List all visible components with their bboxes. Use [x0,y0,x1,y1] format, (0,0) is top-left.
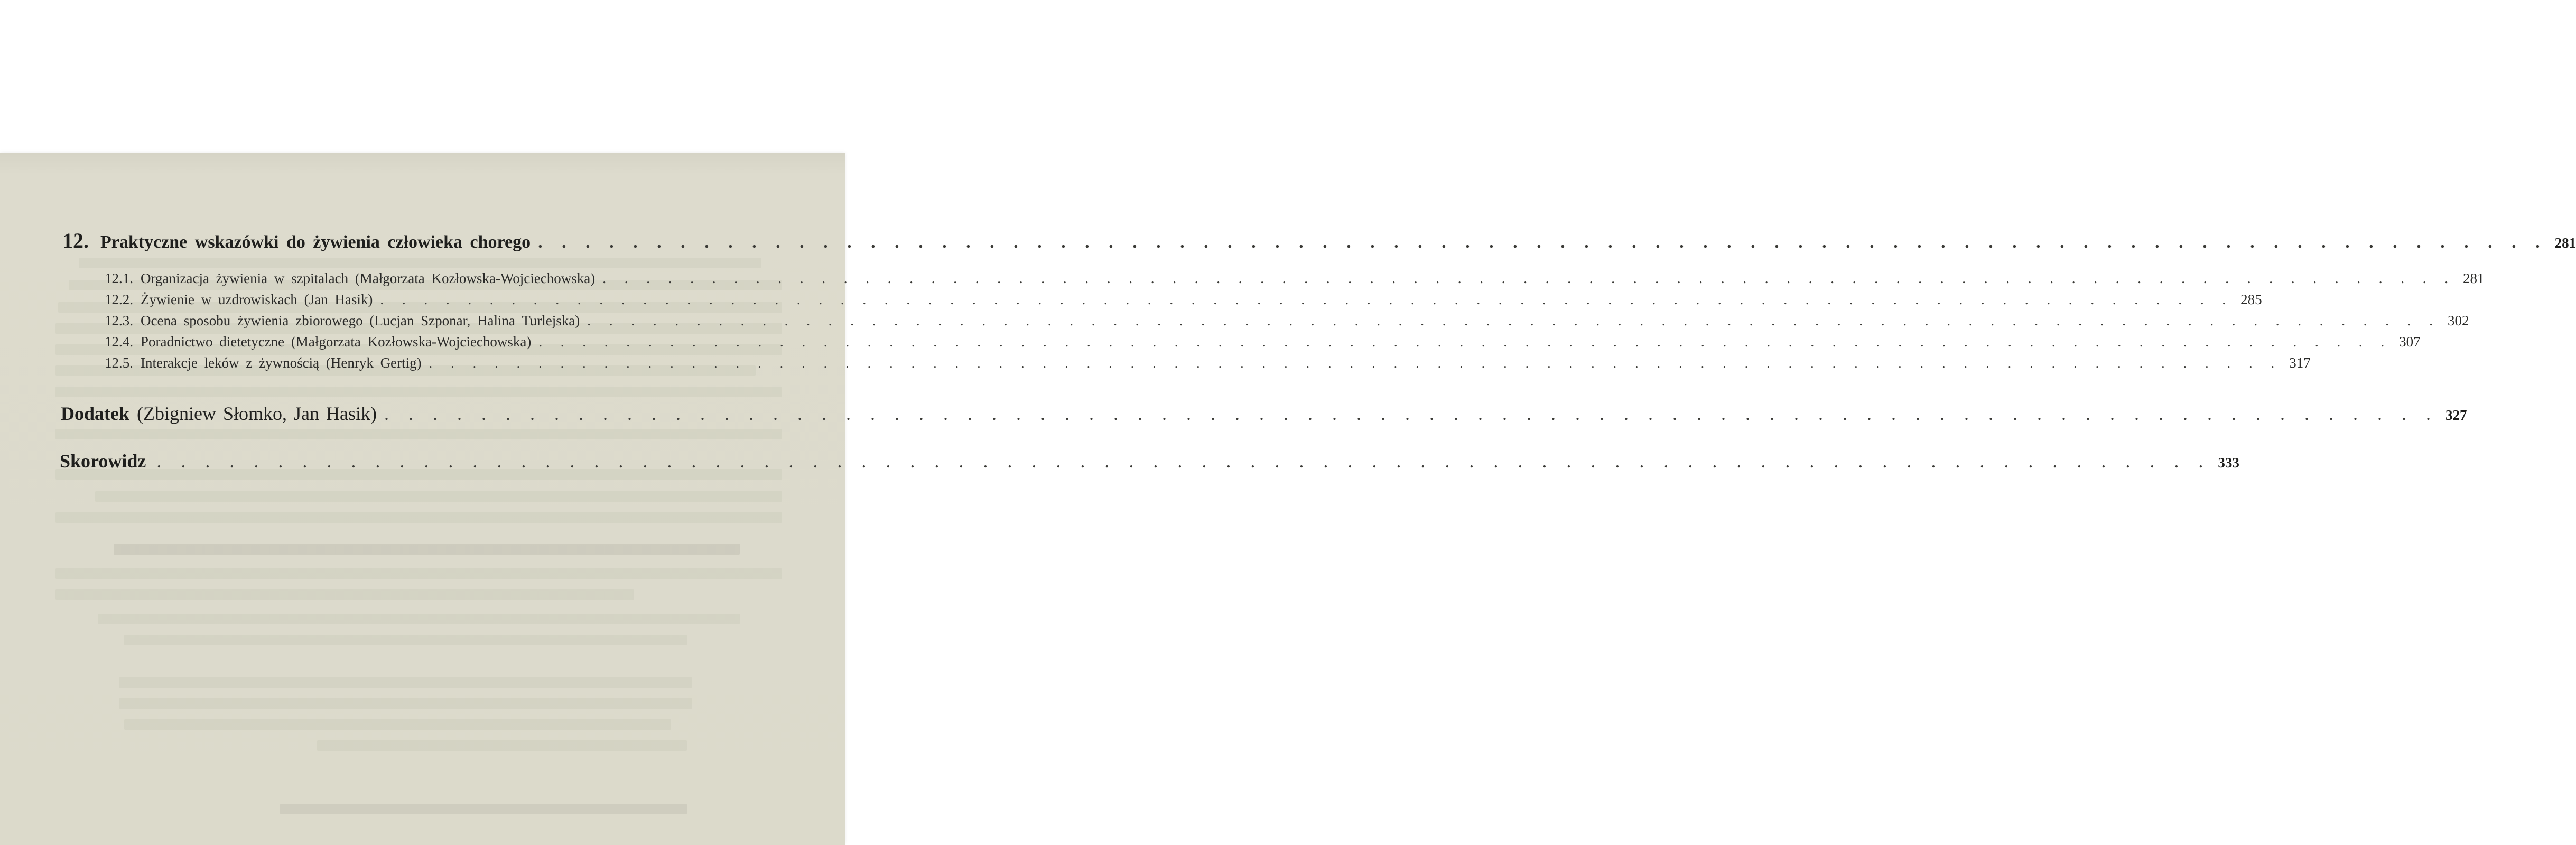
section-entry-12-5[interactable] [105,355,2311,371]
section-page-number: 307 [2399,334,2421,350]
section-page-number: 302 [2447,313,2469,328]
chapter-number: 12. [62,229,89,252]
leader-dots: . . . . . . . . . . . . . . . . . . . . . . . . . . . . . . . . . . . . . . . . . . . . . . . . . . . . . . . . . . . . . . . . . . . . . . . . . . . . . . . . . . . . . [156,450,2211,472]
section-entry-12-3[interactable] [105,313,2469,329]
chapter-12-entry[interactable] [62,228,2576,253]
appendix-entry[interactable] [61,402,2467,425]
book-page [0,153,2576,845]
section-entry-12-2[interactable] [105,292,2262,308]
section-number: 12.3. [105,313,133,328]
section-title: Żywienie w uzdrowiskach (Jan Hasik) [141,292,373,307]
show-through-text [0,153,845,845]
leader-dots: . . . . . . . . . . . . . . . . . . . . . . . . . . . . . . . . . . . . . . . . . . . . . . . . . . . . . . . . . . . . . . . . . . . . . . . . . . . . . . . . . . . . . [587,313,2440,328]
appendix-page-number: 327 [2445,407,2467,423]
index-entry[interactable] [60,450,2239,472]
section-title: Ocena sposobu żywienia zbiorowego (Lucjan Szponar, Halina Turlejska) [141,313,580,328]
index-label: Skorowidz [60,450,146,472]
section-entry-12-1[interactable] [105,270,2485,287]
chapter-page-number: 281 [2554,235,2576,251]
section-number: 12.5. [105,355,133,371]
section-number: 12.2. [105,292,133,307]
section-title: Interakcje leków z żywnością (Henryk Gertig) [141,355,422,371]
section-page-number: 285 [2240,292,2262,307]
section-number: 12.4. [105,334,133,350]
section-page-number: 317 [2289,355,2311,371]
section-title: Poradnictwo dietetyczne (Małgorzata Kozłowska-Wojciechowska) [141,334,532,350]
leader-dots: . . . . . . . . . . . . . . . . . . . . . . . . . . . . . . . . . . . . . . . . . . . . . . . . . . . . . . . . . . . . . . . . . . . . . . . . . . . . . . . . . . . . . [538,334,2392,350]
section-number: 12.1. [105,270,133,286]
section-page-number: 281 [2462,270,2485,286]
appendix-authors: (Zbigniew Słomko, Jan Hasik) [137,403,377,424]
appendix-label: Dodatek [61,403,130,424]
index-page-number: 333 [2218,455,2239,471]
leader-dots: . . . . . . . . . . . . . . . . . . . . . . . . . . . . . . . . . . . . . . . . . . . . . . . . . . . . . . . . . . . . . . . . . . . . . . . . . . . . . . . . . . . . . [429,355,2282,371]
chapter-title: Praktyczne wskazówki do żywienia człowieka chorego [100,232,531,252]
leader-dots: . . . . . . . . . . . . . . . . . . . . . . . . . . . . . . . . . . . . . . . . . . . . . . . . . . . . . . . . . . . . . . . . . . . . . . . . . . . . . . . . . . . . . [384,403,2438,424]
section-title: Organizacja żywienia w szpitalach (Małgorzata Kozłowska-Wojciechowska) [141,270,596,286]
leader-dots: . . . . . . . . . . . . . . . . . . . . . . . . . . . . . . . . . . . . . . . . . . . . . . . . . . . . . . . . . . . . . . . . . . . . . . . . . . . . . . . . . . . . . [380,292,2234,307]
section-entry-12-4[interactable] [105,334,2421,350]
leader-dots: . . . . . . . . . . . . . . . . . . . . . . . . . . . . . . . . . . . . . . . . . . . . . . . . . . . . . . . . . . . . . . . . . . . . . . . . . . . . . . . . . . . . . [538,232,2547,252]
leader-dots: . . . . . . . . . . . . . . . . . . . . . . . . . . . . . . . . . . . . . . . . . . . . . . . . . . . . . . . . . . . . . . . . . . . . . . . . . . . . . . . . . . . . . [602,270,2456,286]
